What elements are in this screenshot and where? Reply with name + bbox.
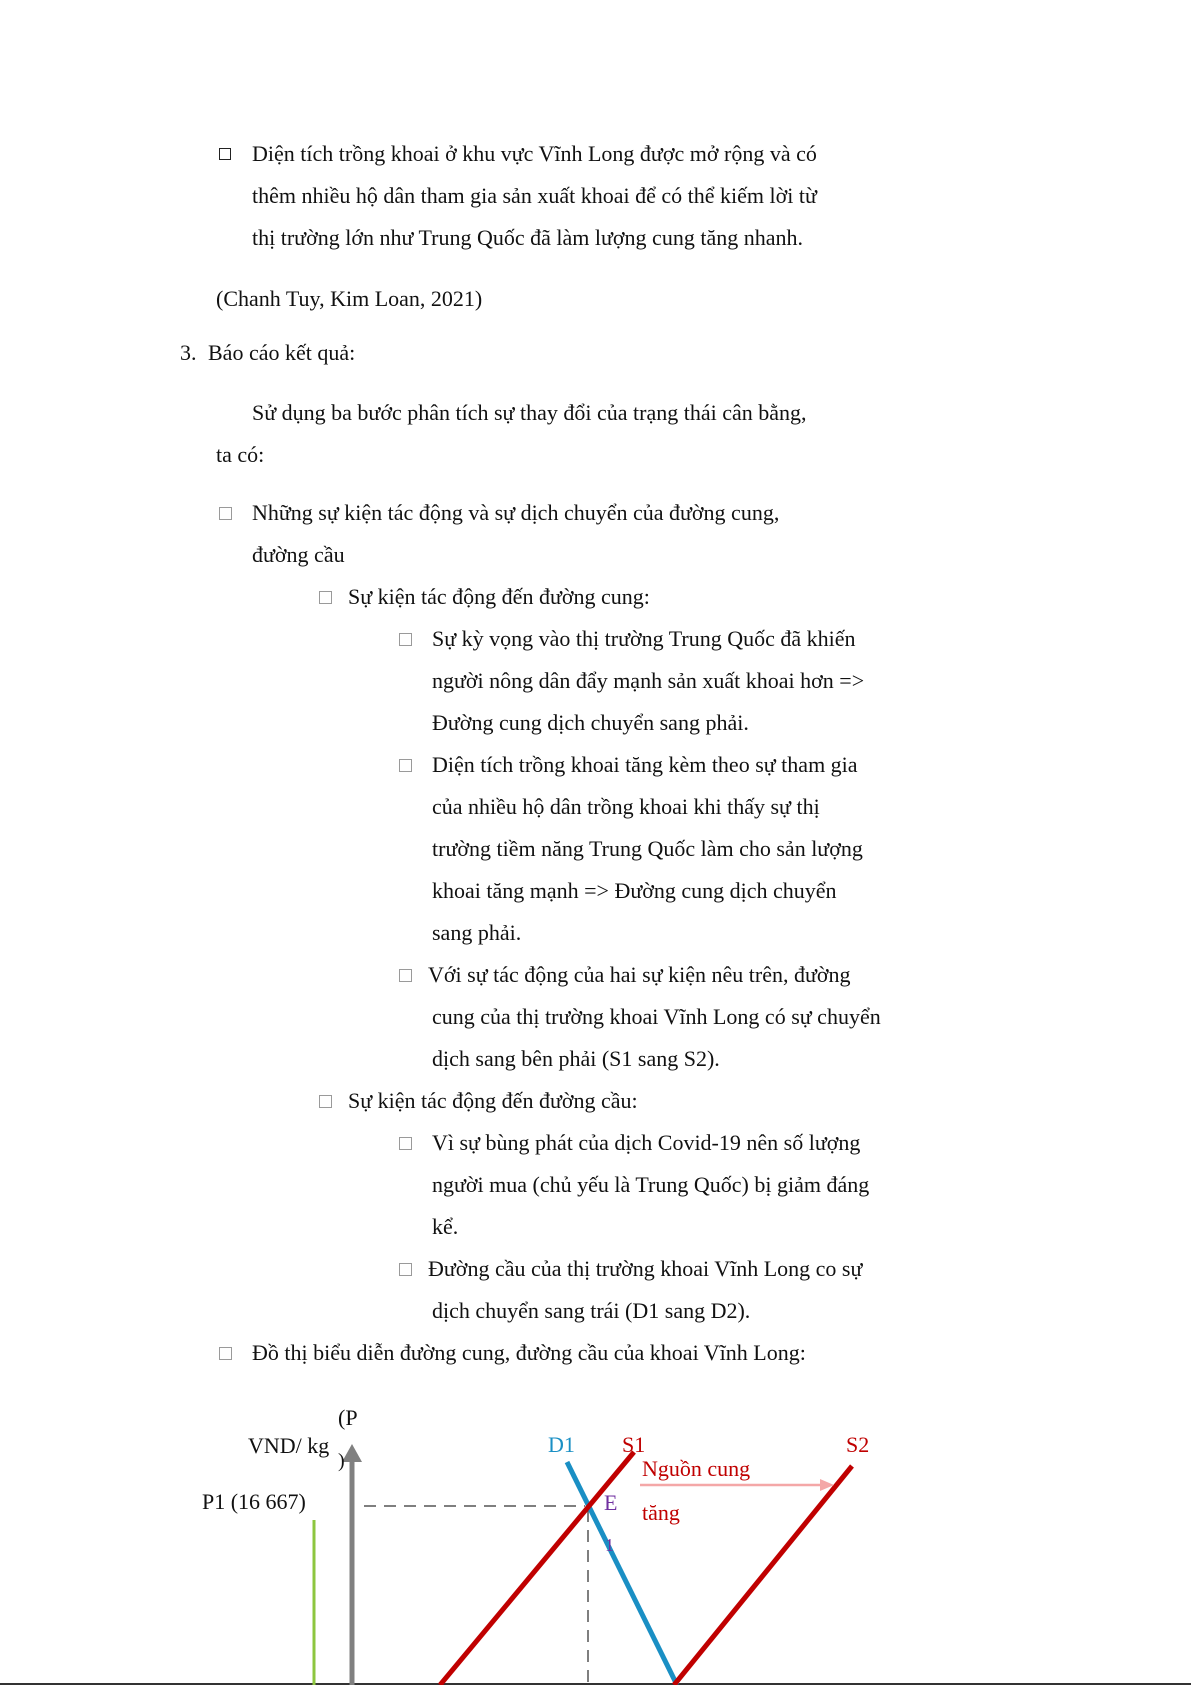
intro-bullet-line-2: thêm nhiều hộ dân tham gia sản xuất khoai để có thể kiếm lời từ [252,183,817,208]
intro-paragraph-line-2: ta có: [216,442,265,467]
intro-paragraph-line-1: Sử dụng ba bước phân tích sự thay đổi của trạng thái cân bằng, [252,400,807,425]
equilibrium-sub: 1 [605,1535,614,1555]
supply-item-2-line-4: khoai tăng mạnh => Đường cung dịch chuyển [432,878,837,903]
events-bullet-line-1: Những sự kiện tác động và sự dịch chuyển của đường cung, [252,500,780,525]
supply-item-2-line-1: Diện tích trồng khoai tăng kèm theo sự tham gia [432,752,858,777]
supply-item-3-line-1: Với sự tác động của hai sự kiện nêu trên, đường [428,962,851,987]
y-axis-arrowhead [342,1444,362,1462]
section-title: Báo cáo kết quả: [208,340,356,365]
s2-line [674,1466,852,1685]
supply-item-1-line-1: Sự kỳ vọng vào thị trường Trung Quốc đã khiến [432,626,856,651]
annotation-line-2: tăng [642,1500,680,1525]
equilibrium-label: E [604,1490,618,1515]
section-number: 3. [180,340,197,365]
supply-item-2-line-5: sang phải. [432,920,522,945]
supply-heading: Sự kiện tác động đến đường cung: [348,584,650,609]
annotation-line-1: Nguồn cung [642,1456,751,1481]
intro-bullet-line-3: thị trường lớn như Trung Quốc đã làm lượng cung tăng nhanh. [252,225,803,250]
supply-item-2-line-2: của nhiều hộ dân trồng khoai khi thấy sự thị [432,794,820,819]
demand-heading: Sự kiện tác động đến đường cầu: [348,1088,638,1113]
intro-bullet-line-1: Diện tích trồng khoai ở khu vực Vĩnh Long được mở rộng và có [252,141,817,166]
demand-item-1-line-3: kể. [432,1214,459,1239]
citation: (Chanh Tuy, Kim Loan, 2021) [216,286,483,311]
demand-item-2-line-2: dịch chuyển sang trái (D1 sang D2). [432,1298,751,1323]
supply-item-1-line-3: Đường cung dịch chuyển sang phải. [432,710,749,735]
y-axis-label-line2: VND/ kg [248,1433,330,1458]
y-axis-label-line1: (P [338,1405,358,1430]
graph-bullet: Đồ thị biểu diễn đường cung, đường cầu của khoai Vĩnh Long: [252,1340,806,1365]
d1-line [567,1462,677,1685]
supply-item-1-line-2: người nông dân đẩy mạnh sản xuất khoai hơn => [432,668,865,693]
supply-item-3-line-2: cung của thị trường khoai Vĩnh Long có sự chuyển [432,1004,881,1029]
demand-item-1-line-2: người mua (chủ yếu là Trung Quốc) bị giảm đáng [432,1172,870,1197]
demand-item-2-line-1: Đường cầu của thị trường khoai Vĩnh Long co sự [428,1256,863,1281]
supply-item-3-line-3: dịch sang bên phải (S1 sang S2). [432,1046,720,1071]
supply-item-2-line-3: trường tiềm năng Trung Quốc làm cho sản lượng [432,836,863,861]
s2-label: S2 [846,1432,870,1457]
s1-line [440,1452,634,1685]
y-axis-label-line1b: ) [338,1450,345,1472]
events-bullet-line-2: đường cầu [252,542,345,567]
demand-item-1-line-1: Vì sự bùng phát của dịch Covid-19 nên số lượng [432,1130,861,1155]
price-label: P1 (16 667) [202,1489,306,1514]
d1-label: D1 [548,1432,575,1457]
s1-label: S1 [622,1432,646,1457]
